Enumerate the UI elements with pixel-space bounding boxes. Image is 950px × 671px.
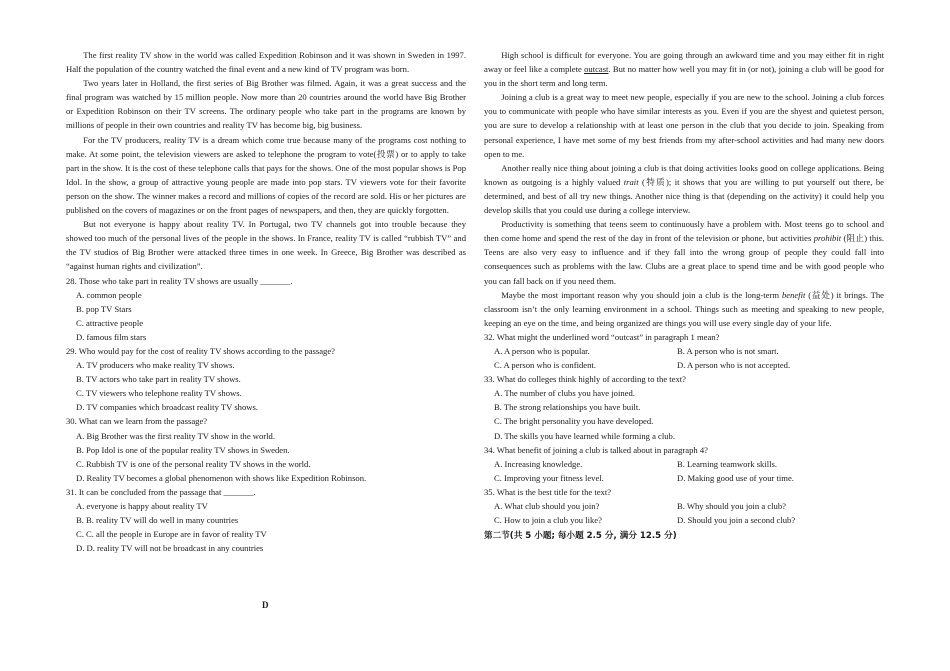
option-a: A. common people [76,289,142,300]
question-35 [484,485,884,527]
option-row [484,513,884,527]
option-a: A. A person who is popular. [494,345,590,356]
question-stem: 31. It can be concluded from the passage that _______. [66,486,256,497]
text-segment: . But no matter how well you may fit in (or not), joining a club will be good for you in the short term and long term. [484,64,884,89]
option-c: C. A person who is confident. [494,360,596,371]
passage-paragraph [484,161,884,217]
italic-word: benefit [781,289,806,300]
option-row [484,344,884,358]
option-c: C. How to join a club you like? [494,515,602,526]
passage-paragraph [484,48,884,90]
option-a: A. The number of clubs you have joined. [494,388,635,399]
question-28 [66,274,466,344]
option-d: D. famous film stars [76,331,147,342]
passage-paragraph: Joining a club is a great way to meet new people, especially if you are new to the school. Joining a club forces you to communicate with people who have similar interests as you. Even if you are the shyest and quietest person, you are sure to develop a relationship with at least one person in the club that you decide to join. Speaking from personal experience, I have met some of my best friends from my after-school activities and had many new doors open to me. [484,92,884,159]
left-column [66,48,466,555]
option-d: D. The skills you have learned while forming a club. [494,430,675,441]
text-segment: Productivity is something that teens seem to continuously have a problem with. Most teens go to school and then come home and spend the rest of the day in front of the television or phone, but activities [484,219,884,244]
option-c: C. The bright personality you have developed. [494,416,654,427]
option-b: B. Learning teamwork skills. [677,458,778,469]
question-stem: 34. What benefit of joining a club is talked about in paragraph 4? [484,444,708,455]
option-d: D. TV companies which broadcast reality TV shows. [76,402,258,413]
chinese-gloss: (阻止) [841,233,868,244]
option-b: B. TV actors who take part in reality TV shows. [76,374,241,385]
question-31 [66,485,466,555]
question-29 [66,344,466,414]
option-d: D. A person who is not accepted. [677,360,791,371]
italic-word: prohibit [813,233,842,244]
question-33 [484,372,884,442]
chinese-gloss: (特质) [638,176,669,187]
italic-word: trait [623,176,639,187]
passage-paragraph: For the TV producers, reality TV is a dream which come true because many of the programs cost nothing to make. At some point, the television viewers are asked to telephone the program to vote(投票) or to apply to take part in the show. It is the cost of these telephone calls that pays for the shows. One of the most popular shows is Pop Idol. In the show, a group of attractive young people are made into pop stars. TV viewers vote for their favorite person on the show. The winner makes a record and millions of copies of the record are sold. His or her pictures are published on the covers of magazines or on the front pages of newspapers, and then, they are quickly forgotten. [66,134,466,216]
question-stem: 35. What is the best title for the text? [484,486,612,497]
question-stem: 33. What do colleges think highly of according to the text? [484,374,686,385]
option-a: A. everyone is happy about reality TV [76,501,208,511]
option-row [484,499,884,513]
option-row [484,471,884,485]
passage-paragraph: But not everyone is happy about reality TV. In Portugal, two TV channels got into trouble because they showed too much of the personal lives of the people in the shows. In France, reality TV is called “rubbish TV” and the TV studios of Big Brother were attacked three times in one week. In Greece, Big Brother was described as “against human rights and civilization”. [66,219,466,272]
text-segment: this. Teens are also very easy to influence and if they fall into the wrong group of people they could fall into consequences such as problems with the law. Clubs are a great place to spend time and be with good people who you can fall back on if you need them. [484,233,884,286]
option-b: B. B. reality TV will do well in many countries [76,515,239,526]
question-stem: 28. Those who take part in reality TV shows are usually _______. [66,275,293,286]
right-column [484,48,884,543]
question-30 [66,414,466,484]
option-row [484,358,884,372]
question-32 [484,330,884,372]
chinese-gloss: (益处) [805,289,834,300]
option-row [484,457,884,471]
option-c: C. Improving your fitness level. [494,472,604,483]
option-d: D. D. reality TV will not be broadcast in any countries [76,543,264,554]
passage-paragraph: The first reality TV show in the world was called Expedition Robinson and it was shown in Sweden in 1997. Half the population of the country watched the final event and a new kind of TV program was born. [66,50,466,75]
option-b: B. A person who is not smart. [677,345,779,356]
question-stem: 30. What can we learn from the passage? [66,416,208,427]
passage-paragraph [484,217,884,287]
option-b: B. Pop Idol is one of the popular reality TV shows in Sweden. [76,444,290,455]
question-stem: 29. Who would pay for the cost of reality TV shows according to the passage? [66,345,335,356]
option-b: B. The strong relationships you have built. [494,402,641,413]
option-c: C. C. all the people in Europe are in favor of reality TV [76,529,267,540]
option-d: D. Making good use of your time. [677,472,794,483]
option-a: A. What club should you join? [494,501,600,511]
option-a: A. TV producers who make reality TV shows. [76,360,235,371]
option-c: C. TV viewers who telephone reality TV shows. [76,388,242,399]
underlined-word: outcast [584,64,609,75]
option-c: C. Rubbish TV is one of the personal reality TV shows in the world. [76,458,311,469]
passage-paragraph [484,288,884,330]
option-d: D. Should you join a second club? [677,515,796,526]
text-segment: ; it shows that you are willing to put yourself out there, be determined, and best of all try new things. Another nice thing is that (depending on the activity) it could help you develop skills that you could use during a college interview. [484,176,884,216]
option-c: C. attractive people [76,317,144,328]
passage-paragraph: Two years later in Holland, the first series of Big Brother was filmed. Again, it was a great success and the final program was watched by 15 million people. Now more than 20 countries around the world have Big Brother or Expedition Robinson on their TV screens. The ordinary people who take part in the programs are known by millions of people in their own countries and reality TV has become big, big business. [66,78,466,131]
section-heading: 第二节(共 5 小题; 每小题 2.5 分, 满分 12.5 分) [484,531,677,542]
text-segment: Maybe the most important reason why you should join a club is the long-term [501,289,782,300]
question-stem: 32. What might the underlined word “outcast” in paragraph 1 mean? [484,331,720,342]
option-a: A. Increasing knowledge. [494,458,583,469]
text-segment: Another really nice thing about joining a club is that doing activities looks good on college applications. Being known as outgoing is a highly valued [484,162,884,187]
passage-label-d: D [262,600,269,610]
option-b: B. Why should you join a club? [677,501,786,511]
option-b: B. pop TV Stars [76,303,132,314]
question-34 [484,443,884,485]
text-segment: High school is difficult for everyone. You are going through an awkward time and you may either fit in right away or feel like a complete [484,50,884,75]
option-a: A. Big Brother was the first reality TV show in the world. [76,430,275,441]
option-d: D. Reality TV becomes a global phenomenon with shows like Expedition Robinson. [76,472,367,483]
text-segment: it brings. The classroom isn’t the only learning environment in a school. Things such as meeting and speaking to new people, keeping an eye on the time, and being organized are things you will use every single day of your life. [484,289,884,328]
